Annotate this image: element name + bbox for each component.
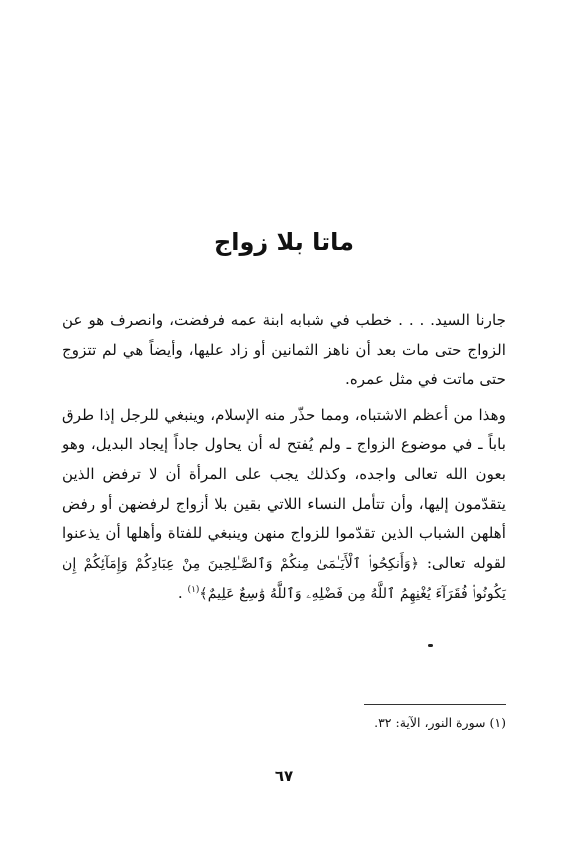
footnote-divider [364, 704, 506, 705]
paragraph-2 [62, 401, 506, 610]
paragraph-1-text: جارنا السيد. . . . خطب في شبابه ابنة عمه فرفضت، وانصرف هو عن الزواج حتى مات بعد أن ناهز الثمانين أو زاد عليها، وأيضاً هي لم تتزوج حتى ماتت في مثل عمره. [62, 311, 506, 389]
page-number: ٦٧ [274, 767, 294, 785]
paragraph-2-text: وهذا من أعظم الاشتباه، ومما حذّر منه الإسلام، وينبغي للرجل إذا طرق باباً ـ في موضوع الزواج ـ ولم يُفتح له أن يحاول جاداً إيجاد البديل، وهو بعون الله تعالى واجده، وكذلك يجب على المرأة أن لا ترفض الذين يتقدّمون إليها، وأن تتأمل النساء اللاتي بقين بلا أزواج لرفضهن أو رفض أهلهن الشباب الذين تقدّموا للزواج منهن وينبغي للفتاة وأهلها أن يذعنوا لقوله تعالى: [62, 405, 507, 572]
chapter-title: ماتا بلا زواج [213, 228, 355, 256]
footnote: (١) سورة النور، الآية: ٣٢. [374, 715, 506, 730]
quran-verse: ﴿وَأَنكِحُوا۟ ٱلْأَيَـٰمَىٰ مِنكُمْ وَٱلصَّـٰلِحِينَ مِنْ عِبَادِكُمْ وَإِمَآئِكُمْ إِن يَكُونُوا۟ فُقَرَآءَ يُغْنِهِمُ ٱللَّهُ مِن فَضْلِهِۦ وَٱللَّهُ وَٰسِعٌ عَلِيمٌ﴾ [62, 555, 506, 603]
paragraph-2-end: . [177, 584, 183, 603]
ink-mark [428, 644, 433, 647]
body-text [62, 306, 506, 610]
footnote-reference: (١) [187, 585, 200, 596]
paragraph-1 [62, 306, 506, 395]
